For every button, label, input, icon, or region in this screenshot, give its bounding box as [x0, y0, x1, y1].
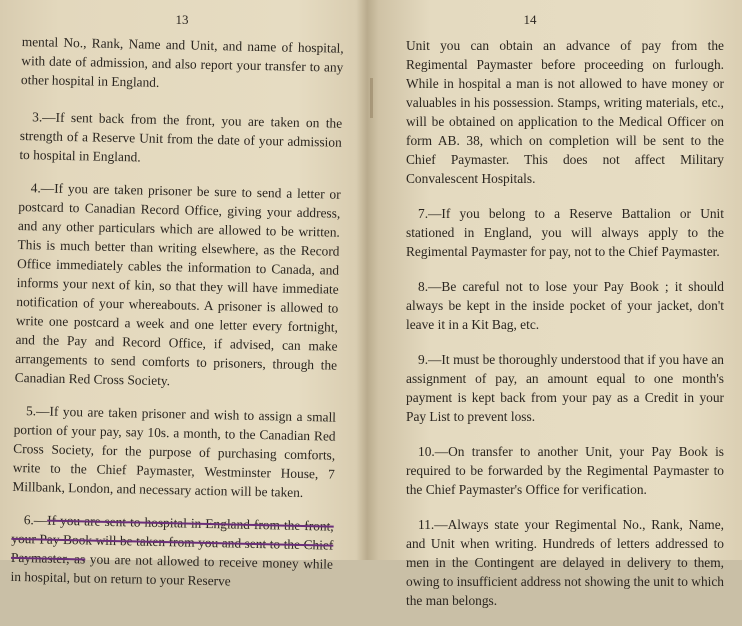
paragraph-6-number: 6.—	[23, 512, 48, 528]
paragraph-9	[406, 350, 724, 426]
paragraph-5	[12, 401, 336, 503]
paragraph-4-text: 4.—If you are taken prisoner be sure to send a letter or postcard to Canadian Record Office, giving your address, and any other particulars which are allowed to be written. This is much better than writing elsewhere, as the Record Office immediately cables the information to Canada, and informs your next of kin, so that they will have immediate notification of your whereabouts. A prisoner is allowed to write one postcard a week and one letter every fortnight, and the Pay and Record Office, if advised, can make arrangements to send comforts to prisoners, through the Canadian Red Cross Society.	[14, 180, 341, 389]
paragraph-4	[15, 178, 341, 394]
paragraph-continuation-left: mental No., Rank, Name and Unit, and name of hospital, with date of admission, and also report your transfer to any other hospital in England.	[20, 33, 344, 90]
struck-through-text: If you are sent to hospital in England from the front, your Pay Book will be taken from you and sent to the Chief Paymaster, as	[10, 512, 334, 567]
paragraph-3	[19, 107, 342, 171]
paragraph-10	[406, 442, 724, 499]
right-page	[372, 0, 742, 608]
paragraph-7	[406, 204, 724, 261]
paragraph-3-text: 3.—If sent back from the front, you are taken on the strength of a Reserve Unit from the date of your admission to hospital in England.	[19, 109, 343, 165]
paragraph-8-text: 8.—Be careful not to lose your Pay Book ; it should always be kept in the inside pocket of your jacket, don't leave it in a Kit Bag, etc.	[406, 279, 724, 332]
paragraph-6	[10, 510, 334, 593]
paragraph-5-text: 5.—If you are taken prisoner and wish to assign a small portion of your pay, say 10s. a month, to the Canadian Red Cross Society, for the purpose of purchasing comforts, write to the Chief Paymaster, Westminster House, 7 Millbank, London, and necessary action will be taken.	[12, 403, 337, 500]
right-page-text	[406, 36, 724, 626]
page-number-right: 14	[523, 12, 537, 27]
page-number-left: 13	[175, 12, 189, 27]
left-page	[0, 0, 366, 589]
paragraph-continuation-right: Unit you can obtain an advance of pay from the Regimental Paymaster before proceeding on furlough. While in hospital a man is not allowed to have money or valuables in his possession. Stamps, writing materials, etc., will be obtained on application to the Medical Officer on form AB. 38, which on completion will be sent to the Chief Paymaster. This does not affect Military Convalescent Hospitals.	[406, 38, 724, 186]
left-page-text	[10, 32, 344, 607]
paragraph-6-text: you are not allowed to receive money while in hospital, but on return to your Reserve	[10, 551, 334, 589]
paragraph-11-text: 11.—Always state your Regimental No., Rank, Name, and Unit when writing. Hundreds of letters addressed to men in the Contingent are delayed in delivery to them, owing to insufficient address not showing the unit to which the man belongs.	[406, 517, 724, 608]
paragraph-10-text: 10.—On transfer to another Unit, your Pay Book is required to be forwarded by the Regimental Paymaster to the Chief Paymaster's Office for verification.	[406, 444, 724, 497]
paragraph-8	[406, 277, 724, 334]
paragraph-11	[406, 515, 724, 610]
paragraph-9-text: 9.—It must be thoroughly understood that if you have an assignment of pay, an amount equal to one month's payment is kept back from your pay as a Credit in your Pay List to prevent loss.	[406, 352, 724, 424]
paragraph-7-text: 7.—If you belong to a Reserve Battalion or Unit stationed in England, you will always apply to the Regimental Paymaster for pay, not to the Chief Paymaster.	[406, 206, 724, 259]
